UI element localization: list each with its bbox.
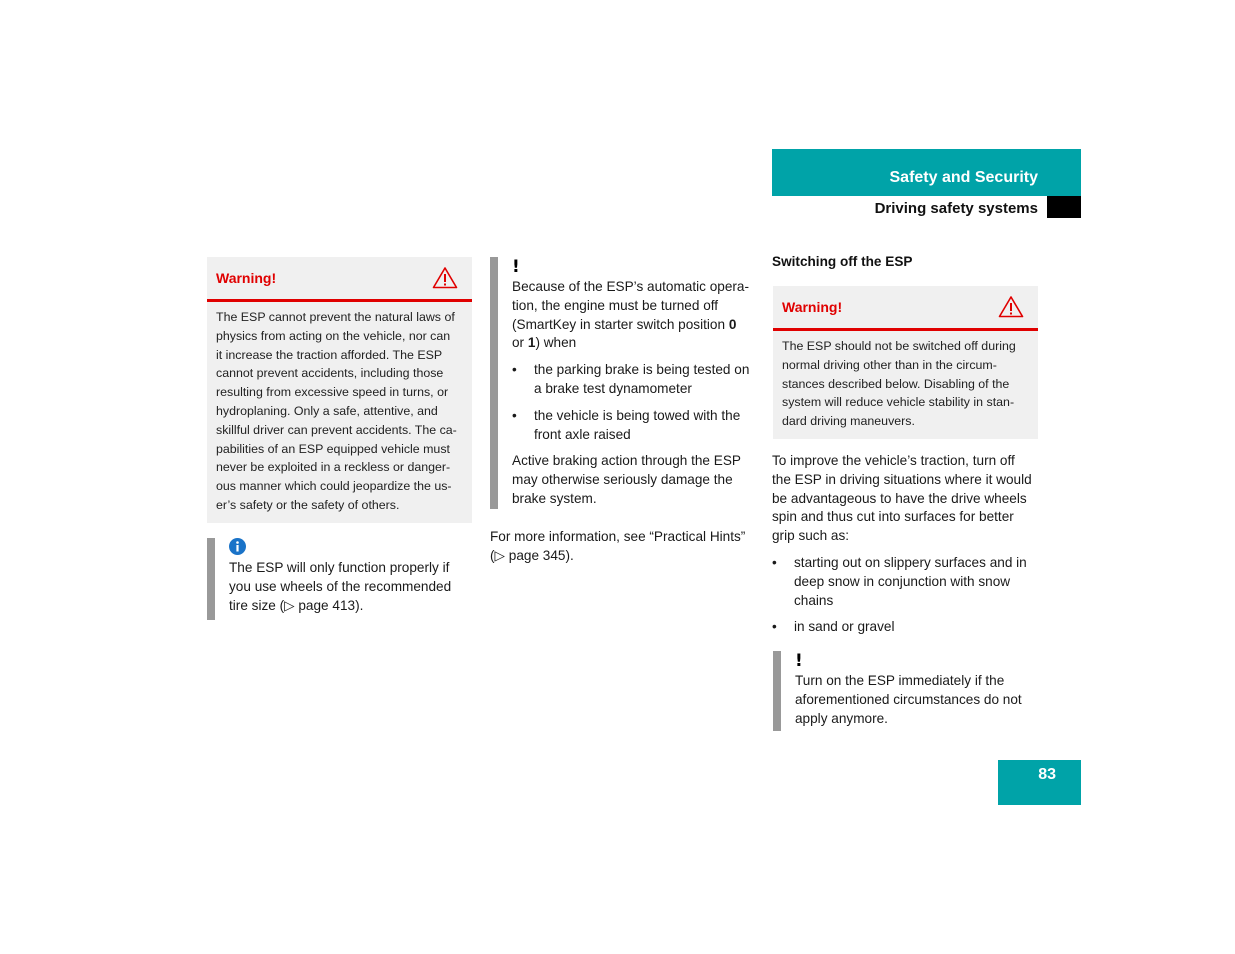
warning-header: [207, 257, 472, 302]
text-line: may otherwise seriously damage the: [512, 472, 733, 488]
text-line: brake system.: [512, 490, 597, 506]
info-note-wheels: [207, 538, 472, 620]
text-line: in sand or gravel: [794, 619, 895, 635]
text-line: resulting from excessive speed in turns, or: [216, 385, 449, 400]
text-line: system will reduce vehicle stability in stan-: [782, 395, 1015, 410]
text-line: never be exploited in a reckless or danger-: [216, 460, 451, 475]
text-line: Turn on the ESP immediately if the: [795, 673, 1005, 688]
page-number-box: [998, 760, 1081, 805]
text-line: er’s safety or the safety of others.: [216, 497, 400, 512]
text-line: the ESP in driving situations where it would: [772, 471, 1032, 487]
text-line: pabilities of an ESP equipped vehicle must: [216, 441, 450, 456]
text-line: The ESP should not be switched off during: [782, 339, 1016, 353]
text-line: cannot prevent accidents, including those: [216, 366, 444, 381]
text-line: physics from acting on the vehicle, nor can: [216, 328, 451, 343]
notice-turn-on-esp: [773, 651, 1039, 731]
text-line: skillful driver can prevent accidents. The ca-: [216, 422, 457, 437]
warning-label: Warning!: [216, 270, 277, 286]
text-line: the parking brake is being tested on: [534, 362, 750, 378]
warning-triangle-icon: [998, 295, 1024, 318]
info-circle-icon: [229, 538, 246, 555]
warning-header: [773, 286, 1038, 331]
text-line: or 1) when: [512, 335, 577, 351]
list-item: [772, 554, 1047, 610]
notice-closing: [512, 452, 756, 508]
text-line: starting out on slippery surfaces and in: [794, 554, 1027, 570]
text-line: (▷ page 345).: [490, 547, 574, 563]
notice-text: [795, 672, 1039, 728]
text-line: tion, the engine must be turned off: [512, 297, 719, 313]
info-text: [229, 559, 472, 615]
text-line: Because of the ESP’s automatic opera-: [512, 279, 750, 294]
text-line: be advantageous to have the drive wheels: [772, 490, 1027, 506]
text-line: front axle raised: [534, 426, 631, 442]
text-line: To improve the vehicle’s traction, turn off: [772, 453, 1015, 468]
section-heading: Switching off the ESP: [772, 254, 913, 269]
text-line: For more information, see “Practical Hints”: [490, 529, 746, 544]
text-line: chains: [794, 592, 834, 608]
exclamation-notice-icon: !: [795, 651, 803, 671]
list-item: [772, 618, 1047, 637]
text-line: normal driving other than in the circum-: [782, 357, 997, 372]
warning-triangle-icon: [432, 266, 458, 289]
text-line: spin and thus cut into surfaces for better: [772, 509, 1014, 525]
bullet-icon: •: [512, 407, 517, 423]
notice-automatic-operation: [490, 257, 756, 509]
section-tab-marker: [1047, 196, 1081, 218]
exclamation-notice-icon: !: [512, 257, 520, 277]
warning-text: [773, 331, 1038, 439]
warning-box-esp-off: [773, 286, 1038, 439]
page-number: 83: [1038, 766, 1056, 783]
notice-intro: [512, 278, 756, 353]
text-line: tire size (▷ page 413).: [229, 597, 364, 613]
subsection-title: Driving safety systems: [874, 200, 1038, 217]
text-line: it increase the traction afforded. The ESP: [216, 347, 443, 362]
switch-position-1: 1: [527, 335, 536, 351]
list-item: [512, 407, 756, 445]
text-line: grip such as:: [772, 528, 850, 544]
text-line: hydroplaning. Only a safe, attentive, and: [216, 403, 438, 418]
text-line: The ESP cannot prevent the natural laws of: [216, 310, 455, 324]
text-line: deep snow in conjunction with snow: [794, 573, 1011, 589]
list-item: [512, 361, 756, 399]
text-line: aforementioned circumstances do not: [795, 691, 1022, 707]
switch-position-0: 0: [728, 316, 737, 332]
text-line: you use wheels of the recommended: [229, 578, 452, 594]
text-line: The ESP will only function properly if: [229, 560, 450, 575]
text-line: (SmartKey in starter switch position 0: [512, 316, 737, 332]
text-line: dard driving maneuvers.: [782, 414, 915, 429]
traction-paragraph: [772, 452, 1047, 637]
text-line: apply anymore.: [795, 710, 888, 726]
text-line: ous manner which could jeopardize the us-: [216, 479, 452, 494]
warning-box-esp-limits: [207, 257, 472, 523]
bullet-icon: •: [772, 554, 777, 570]
text-line: Active braking action through the ESP: [512, 453, 741, 469]
warning-label: Warning!: [782, 299, 843, 315]
more-info-paragraph: [490, 528, 760, 566]
section-header-bar: [772, 149, 1081, 196]
bullet-icon: •: [512, 362, 517, 378]
bullet-icon: •: [772, 619, 777, 635]
text-line: stances described below. Disabling of the: [782, 376, 1010, 391]
section-title: Safety and Security: [889, 169, 1038, 186]
text-line: a brake test dynamometer: [534, 380, 692, 396]
warning-text: [207, 302, 472, 523]
text-line: the vehicle is being towed with the: [534, 407, 741, 423]
